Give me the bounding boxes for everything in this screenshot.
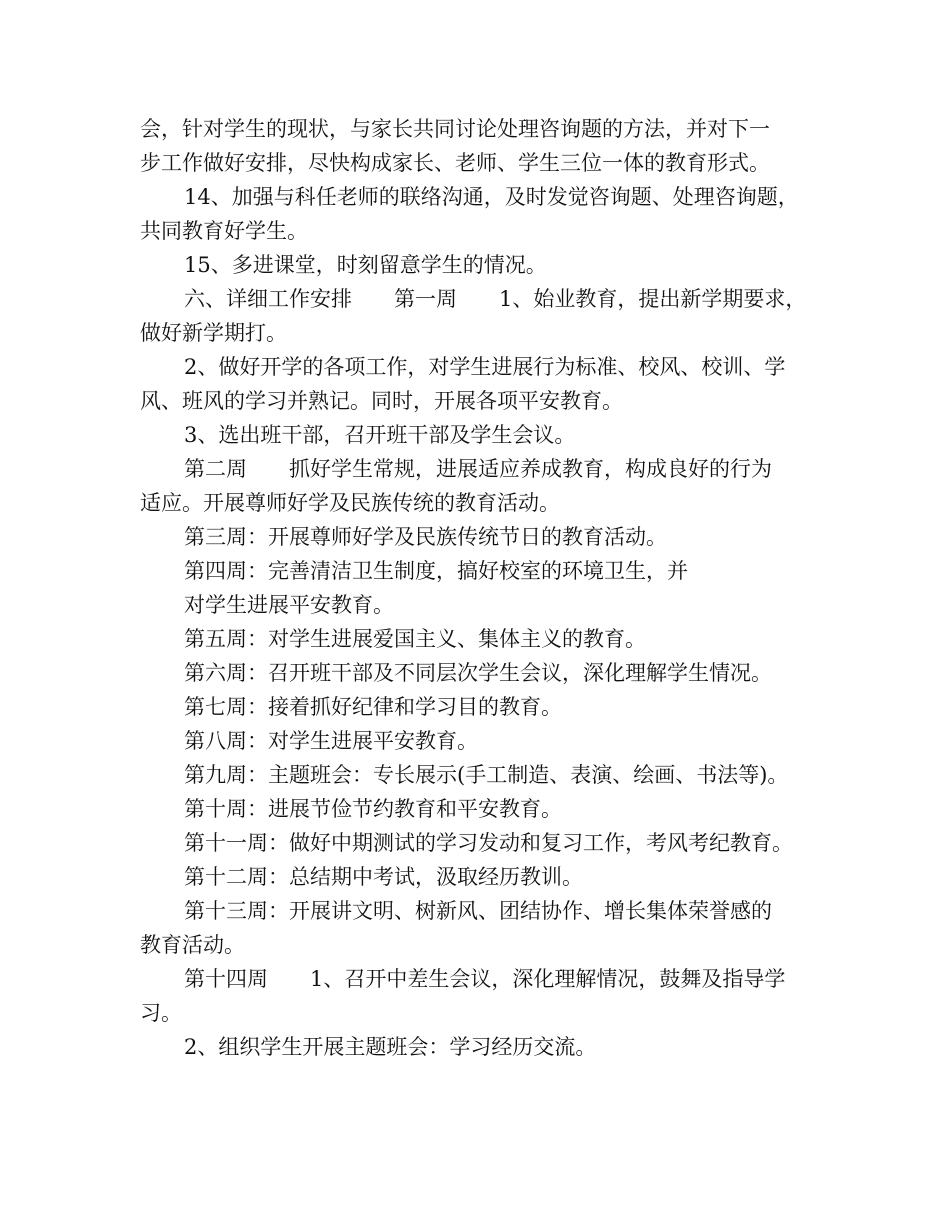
text-line: 2、做好开学的各项工作，对学生进展行为标准、校风、校训、学 [184,355,786,379]
text-line: 2、组织学生开展主题班会：学习经历交流。 [184,1035,597,1059]
text-line: 第四周：完善清洁卫生制度，搞好校室的环境卫生，并 [184,559,688,583]
text-line: 六、详细工作安排 第一周 1、始业教育，提出新学期要求， [184,287,807,311]
text-line: 第十四周 1、召开中差生会议，深化理解情况，鼓舞及指导学 [184,967,786,991]
text-line: 第十二周：总结期中考试，汲取经历教训。 [184,865,583,889]
text-line: 做好新学期打。 [140,321,287,345]
text-line: 适应。开展尊师好学及民族传统的教育活动。 [140,491,560,515]
text-line: 3、选出班干部，召开班干部及学生会议。 [184,423,576,447]
text-line: 第七周：接着抓好纪律和学习目的教育。 [184,695,562,719]
text-line: 共同教育好学生。 [140,219,308,243]
body-text [140,112,820,1064]
text-line: 第八周：对学生进展平安教育。 [184,729,478,753]
text-line: 教育活动。 [140,933,245,957]
text-line: 会，针对学生的现状，与家长共同讨论处理咨询题的方法，并对下一 [140,117,770,141]
text-line: 第十三周：开展讲文明、树新风、团结协作、增长集体荣誉感的 [184,899,772,923]
text-line: 第十周：进展节俭节约教育和平安教育。 [184,797,562,821]
text-line: 对学生进展平安教育。 [184,593,394,617]
text-line: 步工作做好安排，尽快构成家长、老师、学生三位一体的教育形式。 [140,151,770,175]
text-line: 习。 [140,1001,182,1025]
text-line: 第六周：召开班干部及不同层次学生会议，深化理解学生情况。 [184,661,772,685]
text-line: 15、多进课堂，时刻留意学生的情况。 [184,253,547,277]
text-line: 第五周：对学生进展爱国主义、集体主义的教育。 [184,627,646,651]
text-line: 风、班风的学习并熟记。同时，开展各项平安教育。 [140,389,623,413]
text-line: 第二周 抓好学生常规，进展适应养成教育，构成良好的行为 [184,457,772,481]
text-line: 第三周：开展尊师好学及民族传统节日的教育活动。 [184,525,667,549]
text-line: 14、加强与科任老师的联络沟通，及时发觉咨询题、处理咨询题， [184,185,799,209]
text-line: 第九周：主题班会：专长展示(手工制造、表演、绘画、书法等)。 [184,763,789,787]
text-line: 第十一周：做好中期测试的学习发动和复习工作，考风考纪教育。 [184,831,793,855]
